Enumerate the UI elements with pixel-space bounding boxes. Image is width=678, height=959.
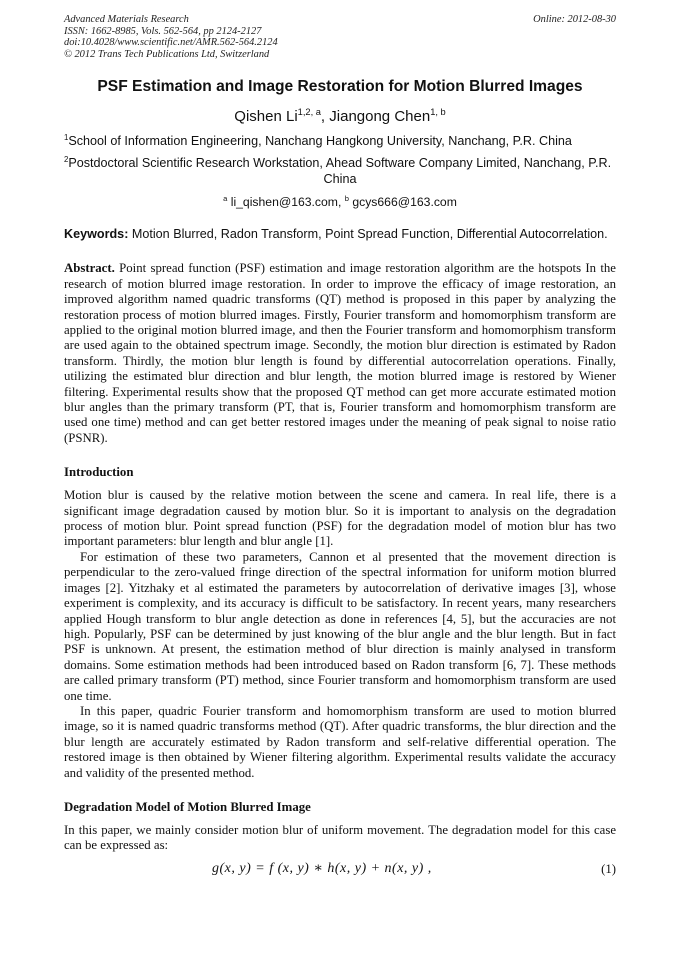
equation-1 — [64, 856, 616, 882]
paper-title: PSF Estimation and Image Restoration for Motion Blurred Images — [97, 78, 583, 96]
affiliation-text: School of Information Engineering, Nanchang Hangkong University, Nanchang, P.R. China — [68, 134, 572, 149]
copyright-line: © 2012 Trans Tech Publications Ltd, Switzerland — [64, 48, 270, 60]
section-heading-introduction: Introduction — [64, 465, 134, 480]
keywords-text: Motion Blurred, Radon Transform, Point Spread Function, Differential Autocorrelation. — [131, 227, 608, 242]
online-date: Online: 2012-08-30 — [533, 14, 616, 25]
equation-expression: g(x, y) = f (x, y) ∗ h(x, y) + n(x, y) , — [212, 860, 432, 876]
journal-name: Advanced Materials Research — [64, 14, 189, 25]
abstract — [64, 261, 616, 446]
abstract-label: Abstract. — [64, 261, 115, 276]
affiliation-2-continued: China — [323, 172, 357, 187]
affiliation-number: 1 — [64, 133, 69, 143]
affiliation-1 — [64, 133, 616, 149]
keywords — [64, 226, 616, 242]
email-address: li_qishen@163.com, — [230, 195, 342, 210]
email-mark: b — [344, 194, 349, 204]
section-heading-degradation-model: Degradation Model of Motion Blurred Image — [64, 799, 311, 814]
abstract-text: Point spread function (PSF) estimation and image restoration algorithm are the hotspots In the research of motion blurred image restoration. In order to improve the efficacy of image restoration, an improved algorithm named quadric transforms (QT) method is proposed in this paper by analyzing the restoration process of motion blurred images. Firstly, Fourier transform and homomorphism transform are applied to the original motion blurred image, and then the Fourier transform and homomorphism transform are used again to the obtained spectrum image. Secondly, the motion blur direction is estimated by Radon transform. Thirdly, the motion blur length is found by differential autocorrelation operations. Finally, utilizing the estimated blur direction and blur length, the motion blurred image is restored by Wiener filtering. Experimental results show that the proposed QT method can get more accurate estimated motion blur angles than the primary transform (PT, that is, Fourier transform and homomorphism transform are used one time) method and can get better restored images under the meaning of peak signal to noise ratio (PSNR). — [64, 261, 616, 445]
author-affiliation-mark: 1,2, a — [297, 107, 321, 118]
affiliation-2 — [64, 155, 616, 171]
keywords-label: Keywords: — [64, 227, 129, 242]
email-line — [64, 194, 616, 210]
email-mark: a — [223, 194, 228, 204]
author-separator: , — [320, 108, 330, 126]
email-address: gcys666@163.com — [352, 195, 457, 210]
equation-number: (1) — [601, 861, 616, 876]
affiliation-text: Postdoctoral Scientific Research Workstation, Ahead Software Company Limited, Nanchang, P.R. — [68, 156, 612, 171]
body-paragraph: In this paper, we mainly consider motion blur of uniform movement. The degradation model for this case can be expressed as: — [64, 822, 616, 853]
author-affiliation-mark: 1, b — [430, 107, 446, 118]
author-name: Qishen Li — [234, 108, 298, 126]
journal-header — [64, 14, 616, 60]
author-list — [64, 107, 616, 127]
body-paragraph: Motion blur is caused by the relative motion between the scene and camera. In real life, there is a significant image degradation caused by motion blur. So it is important to analysis on the degradation process of motion blur. Point spread function (PSF) for the degradation model of motion blur has two important parameters: blur length and blur angle [1]. — [64, 488, 616, 549]
paper-page — [64, 14, 616, 882]
body-paragraph: For estimation of these two parameters, Cannon et al presented that the movement direction is perpendicular to the zero-valued fringe direction of the spectral information for uniform motion blurred images [2]. Yitzhaky et al estimated the parameters by autocorrelation of derivative images [3], whose experiment is complexity, and its accuracy is difficult to be satisfactory. In recent years, many researchers applied Hough transform to blur angle detection as done in references [4, 5], but the accuracies are not high. Popularly, PSF can be determined by just knowing of the blur angle and the blur length. But in fact PSF is unknown. At present, the estimation method of blur direction is mainly analysed in transform domains. Some estimation methods had been introduced based on Radon transform [6, 7]. These methods are called primary transform (PT) method, since Fourier transform and homomorphism transform are used one time. — [64, 549, 616, 703]
author-name: Jiangong Chen — [329, 108, 431, 126]
doi-line: doi:10.4028/www.scientific.net/AMR.562-564.2124 — [64, 37, 278, 49]
body-paragraph: In this paper, quadric Fourier transform and homomorphism transform are used to motion blurred image, so it is named quadric transforms method (QT). After quadric transforms, the blur direction and the blur length are accurately estimated by Radon transform and self-relative differential operation. The restored image is then obtained by Wiener filtering algorithm. Experimental results validate the accuracy and validity of the presented method. — [64, 703, 616, 780]
issn-line: ISSN: 1662-8985, Vols. 562-564, pp 2124-2127 — [64, 25, 262, 37]
affiliation-number: 2 — [64, 155, 69, 165]
